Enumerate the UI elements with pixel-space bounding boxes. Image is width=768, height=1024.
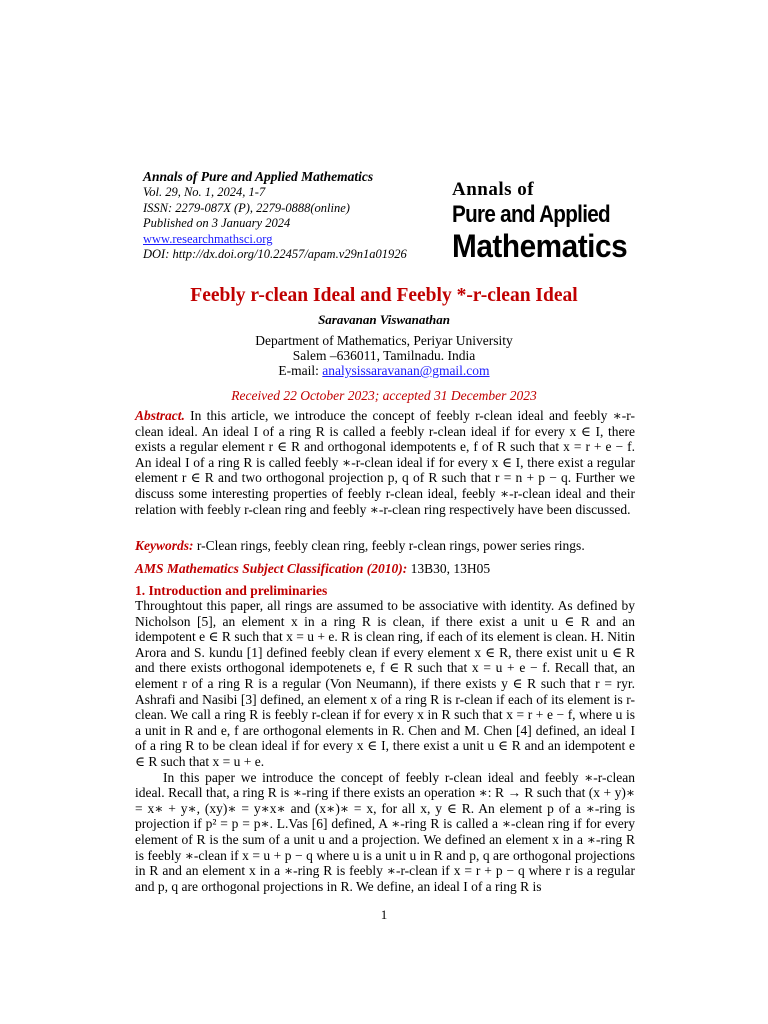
section-heading: 1. Introduction and preliminaries [135,583,328,598]
introduction-body [135,598,635,894]
paper-title: Feebly r-clean Ideal and Feebly *-r-clean Ideal [190,285,578,306]
affiliation-line-1: Department of Mathematics, Periyar University [255,333,513,348]
abstract-label: Abstract. [135,408,185,423]
doi-line: DOI: http://dx.doi.org/10.22457/apam.v29n1a01926 [143,247,407,261]
journal-name: Annals of Pure and Applied Mathematics [143,169,374,184]
received-accepted-dates: Received 22 October 2023; accepted 31 December 2023 [231,388,537,403]
abstract-text: In this article, we introduce the concept of feebly r-clean ideal and feebly ∗-r-clean ideal. An ideal I of a ring R is called a feebly r-clean ideal if for every x ∈ I, there exists a regular element r ∈ R and orthogonal idempotents e, f of R such that x = r + e − f. An ideal I of a ring R is called feebly ∗-r-clean ideal if for every x ∈ I, there exist a regular element r ∈ R and two orthogonal projection p, q of R such that r = n + p − q. Further we discuss some interesting properties of feebly r-clean ideal, feebly ∗-r-clean ideal and their relation with feebly r-clean ring and feebly ∗-r-clean ring respectively have been discussed. [135,408,635,517]
paragraph: Throughtout this paper, all rings are assumed to be associative with identity. As defined by Nicholson [5], an element x in a ring R is clean, if there exist a unit u ∈ R and an idempotent e ∈ R such that x = u + e. R is clean ring, if each of its element is clean. H. Nitin Arora and S. kundu [1] defined feebly clean if every element x ∈ R, there exist unit u ∈ R and there exists orthogonal idempotenets e, f ∈ R such that x = u + e − f. Recall that, an element r of a ring R is a regular (Von Neumann), if there exists y ∈ R such that r = ryr. Ashrafi and Nasibi [3] defined, an element x of a ring R is r-clean if each of its element is r-clean. We call a ring R is feebly r-clean if for every x in R such that x = r + e − f, where u is a unit in R and e, f are orthogonal elements in R. Chen and M. Chen [4] defined, an ideal I of a ring R to be clean ideal if for every x ∈ I, there exist a unit u ∈ R and an idempotent e ∈ R such that x = u + e. [135,598,635,769]
email-label: E-mail: [278,363,323,378]
keywords-label: Keywords: [135,538,194,553]
ams-text: 13B30, 13H05 [407,561,491,576]
email-line [0,363,768,378]
paper-author: Saravanan Viswanathan [318,312,450,327]
volume-line: Vol. 29, No. 1, 2024, 1-7 [143,185,266,199]
page-number: 1 [380,907,388,922]
journal-logo [452,180,642,262]
website-link[interactable]: www.researchmathsci.org [143,231,273,246]
author-affiliation [0,333,768,378]
abstract [135,408,635,517]
published-line: Published on 3 January 2024 [143,216,291,230]
issn-line: ISSN: 2279-087X (P), 2279-0888(online) [143,200,350,215]
email-link[interactable]: analysissaravanan@gmail.com [322,363,490,378]
affiliation-line-2: Salem –636011, Tamilnadu. India [292,348,476,363]
ams-classification [135,561,635,577]
logo-line-1: Annals of [452,179,535,200]
paragraph: In this paper we introduce the concept of feebly r-clean ideal and feebly ∗-r-clean ideal. Recall that, a ring R is ∗-ring if there exists an operation ∗: R → R such that (x + y)∗ = x∗ + y∗, (xy)∗ = y∗x∗ and (x∗)∗ = x, for all x, y ∈ R. An element p of a ∗-ring is projection if p² = p = p∗. L.Vas [6] defined, A ∗-ring R is called a ∗-clean ring if for every element of R is the sum of a unit u and a projection. We defined an element x in a ∗-ring R is feebly ∗-clean if x = u + p − q where u is a unit u in R and p, q are orthogonal projections in R and an element x in a ∗-ring R is feebly ∗-r-clean if x = r + p − q where r is a regular and p, q are orthogonal projections in R. We define, an ideal I of a ring R is [135,769,635,894]
logo-line-3: Mathematics [452,228,628,264]
keywords [135,538,635,554]
keywords-text: r-Clean rings, feebly clean ring, feebly r-clean rings, power series rings. [193,538,585,553]
logo-line-2: Pure and Applied [452,201,610,228]
journal-header [143,168,473,263]
ams-label: AMS Mathematics Subject Classification (2010): [135,561,408,576]
